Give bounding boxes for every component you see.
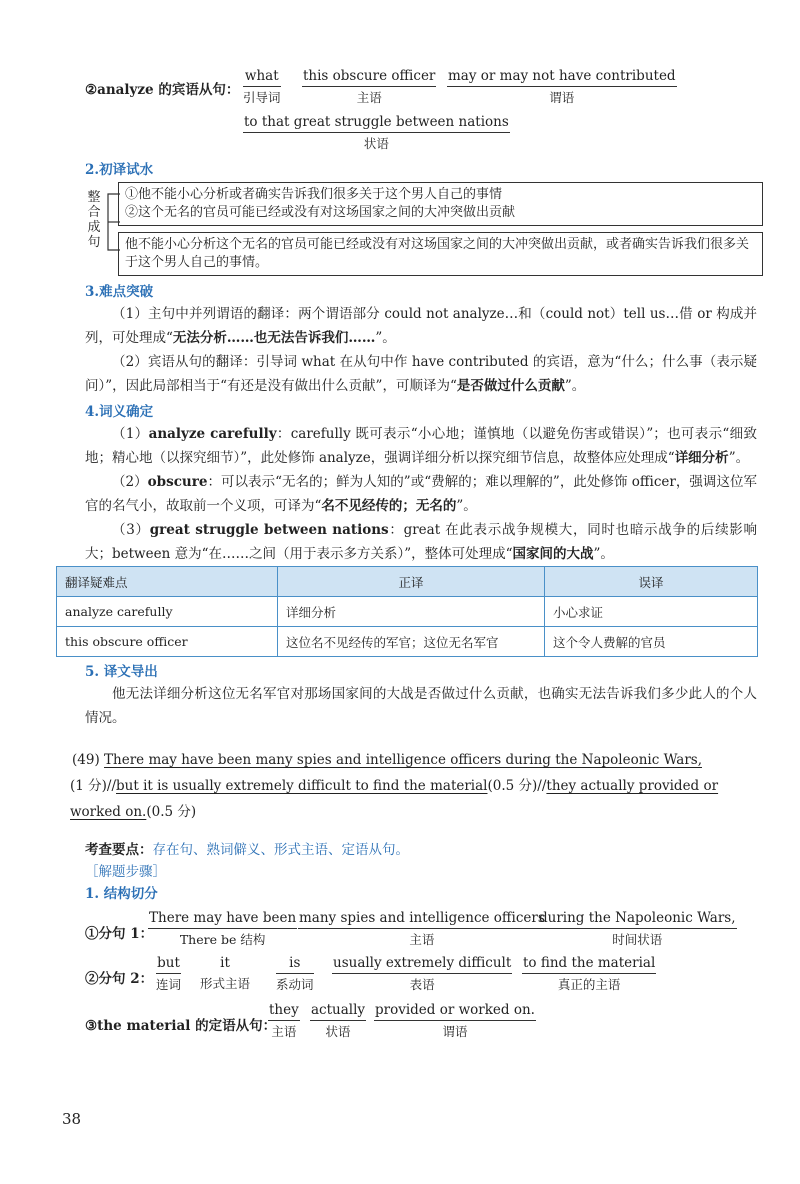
draft-box-1 xyxy=(118,182,763,226)
paragraph: （3）great struggle between nations：great 在此表示战争规模大，同时也暗示战争的后续影响大；between 意为“在……之间（用于表示多方关系）”，整体可处理成“国家间的大战”。 xyxy=(85,522,757,562)
segment: what 引导词 xyxy=(243,68,281,105)
table-cell: 小心求证 xyxy=(545,597,758,627)
segment: There may have been There be 结构 xyxy=(149,910,297,947)
structure-heading: 1. 结构切分 xyxy=(85,886,158,902)
final-translation: 他无法详细分析这位无名军官对那场国家间的大战是否做过什么贡献，也确实无法告诉我们多少此人的个人情况。 xyxy=(85,686,757,726)
table-cell: 详细分析 xyxy=(278,597,545,627)
segment: usually extremely difficult 表语 xyxy=(333,955,512,992)
segment: to that great struggle between nations 状语 xyxy=(244,114,509,151)
page-number: 38 xyxy=(62,1110,82,1128)
answer-sentence-2: but it is usually extremely difficult to find the material xyxy=(116,778,488,794)
section-heading-2: 2.初译试水 xyxy=(85,162,154,178)
answer-sentence-1: There may have been many spies and intelligence officers during the Napoleonic Wars, xyxy=(104,752,702,768)
draft-line: ①他不能小心分析或者确实告诉我们很多关于这个男人自己的事情 xyxy=(125,187,503,202)
segment: they 主语 xyxy=(269,1002,299,1039)
answer-sentence-3: they actually provided or xyxy=(546,778,719,794)
table-header: 误译 xyxy=(545,567,758,597)
table-cell: 这个令人费解的官员 xyxy=(545,627,758,657)
table-cell: analyze carefully xyxy=(57,597,278,627)
clause-1-lead: ①分句 1： xyxy=(85,926,154,942)
segment: may or may not have contributed 谓语 xyxy=(448,68,676,105)
draft-line: ②这个无名的官员可能已经或没有对这场国家之间的大冲突做出贡献 xyxy=(125,205,516,220)
table-row xyxy=(57,627,758,657)
test-points: 考查要点：存在句、熟词僻义、形式主语、定语从句。 xyxy=(85,842,409,858)
table-cell: this obscure officer xyxy=(57,627,278,657)
segment: actually 状语 xyxy=(311,1002,366,1039)
table-header-row xyxy=(57,567,758,597)
object-clause-lead: ②analyze 的宾语从句： xyxy=(85,82,240,98)
score: (0.5 分) xyxy=(146,804,197,820)
section-heading-5: 5. 译文导出 xyxy=(85,664,158,680)
paragraph: （2）obscure：可以表示“无名的；鲜为人知的”或“费解的；难以理解的”，此处修饰 officer，强调这位军官的名气小，故取前一个义项，可译为“名不见经传的；无名的”。 xyxy=(85,474,757,514)
steps-heading: ［解题步骤］ xyxy=(85,864,166,880)
clause-2-lead: ②分句 2： xyxy=(85,971,154,987)
section-heading-3: 3.难点突破 xyxy=(85,284,154,300)
segment: many spies and intelligence officers 主语 xyxy=(299,910,545,947)
segment: but 连词 xyxy=(156,955,182,992)
segment: is 系动词 xyxy=(276,955,314,992)
segment: to find the material 真正的主语 xyxy=(523,955,656,992)
question-number: (49) xyxy=(72,752,100,768)
clause-3-lead: ③the material 的定语从句： xyxy=(85,1018,277,1034)
segment: provided or worked on. 谓语 xyxy=(375,1002,535,1039)
table-header: 翻译疑难点 xyxy=(57,567,278,597)
segment: it 形式主语 xyxy=(200,955,251,991)
answer-sentence-3-cont: worked on. xyxy=(70,804,147,820)
table-row xyxy=(57,597,758,627)
vertical-label: 整合成句 xyxy=(87,190,101,250)
paragraph: （2）宾语从句的翻译：引导词 what 在从句中作 have contributed 的宾语，意为“什么；什么事（表示疑问）”，因此局部相当于“有还是没有做出什么贡献”，可顺译为“是否做过什么贡献”。 xyxy=(85,354,757,394)
paragraph: （1）analyze carefully：carefully 既可表示“小心地；谨慎地（以避免伤害或错误）”；也可表示“细致地；精心地（以探究细节）”，此处修饰 analyze，强调详细分析以探究细节信息，故整体应处理成“详细分析”。 xyxy=(85,426,757,466)
score: (1 分)// xyxy=(70,778,117,794)
table-cell: 这位名不见经传的军官；这位无名军官 xyxy=(278,627,545,657)
section-heading-4: 4.词义确定 xyxy=(85,404,154,420)
segment: this obscure officer 主语 xyxy=(303,68,436,105)
score: (0.5 分)// xyxy=(487,778,547,794)
question-49 xyxy=(70,747,750,825)
segment: during the Napoleonic Wars, 时间状语 xyxy=(539,910,736,947)
translation-table xyxy=(56,566,758,657)
draft-box-2: 他不能小心分析这个无名的官员可能已经或没有对这场国家之间的大冲突做出贡献，或者确实告诉我们很多关于这个男人自己的事情。 xyxy=(118,232,763,276)
paragraph: （1）主句中并列谓语的翻译：两个谓语部分 could not analyze…和（could not）tell us…借 or 构成并列，可处理成“无法分析……也无法告诉我们……”。 xyxy=(85,306,757,346)
table-header: 正译 xyxy=(278,567,545,597)
